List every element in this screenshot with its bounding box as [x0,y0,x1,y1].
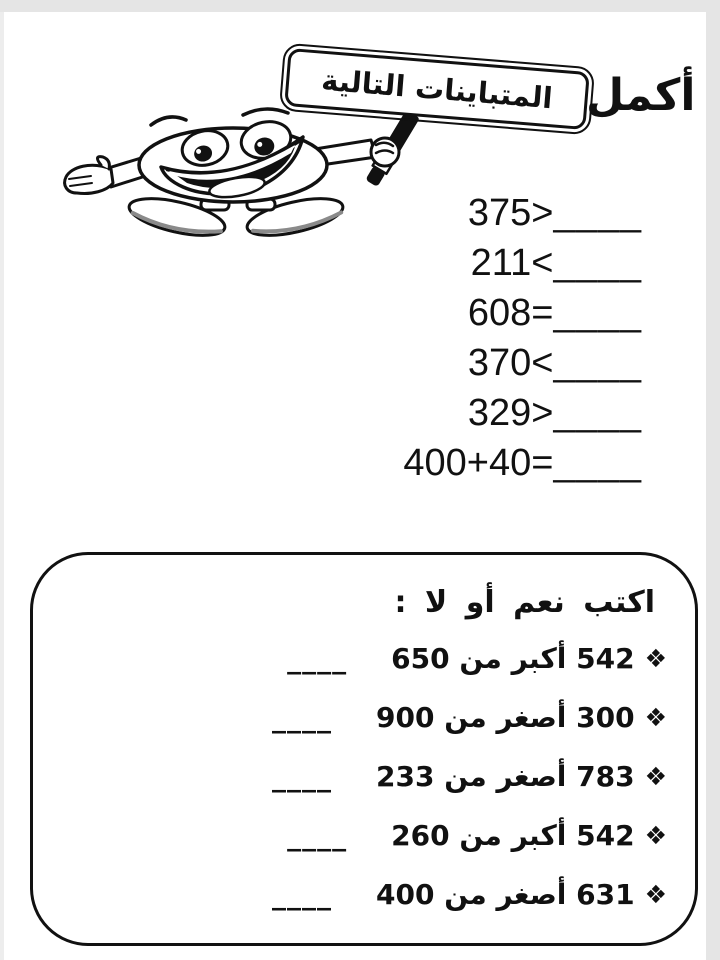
banner-title-text: المتباينات التالية [320,62,554,116]
scan-edge-left [0,12,4,960]
statement-text: 542 أكبر من 650 [391,642,635,675]
yes-no-row [33,701,667,734]
statement-text: 542 أكبر من 260 [391,819,635,852]
statement-text: 631 أصغر من 400 [376,878,635,911]
answer-blank[interactable]: ____ [553,342,642,384]
answer-blank[interactable]: ____ [272,760,333,793]
expression: 608= [467,292,554,334]
diamond-bullet-icon: ❖ [644,821,667,850]
smiley-character-holding-marker-icon [55,103,425,248]
inequality-line [403,388,642,438]
yes-no-section-box [30,552,698,946]
inequalities-list [403,188,642,488]
diamond-bullet-icon: ❖ [644,762,667,791]
diamond-bullet-icon: ❖ [644,880,667,909]
answer-blank[interactable]: ____ [553,242,642,284]
diamond-bullet-icon: ❖ [644,703,667,732]
expression: 370< [467,342,554,384]
title-lead-word: أكمل [586,70,696,121]
expression: 400+40= [403,442,554,484]
yes-no-row [33,878,667,911]
yes-no-rows [33,642,695,911]
scan-edge-top [0,0,720,12]
answer-blank[interactable]: ____ [272,701,333,734]
inequality-line [403,288,642,338]
answer-blank[interactable]: ____ [287,819,348,852]
answer-blank[interactable]: ____ [553,192,642,234]
diamond-bullet-icon: ❖ [644,644,667,673]
inequality-line [403,438,642,488]
statement-text: 783 أصغر من 233 [376,760,635,793]
inequality-line [403,188,642,238]
scan-edge-right [706,0,720,960]
statement-text: 300 أصغر من 900 [376,701,635,734]
answer-blank[interactable]: ____ [287,642,348,675]
expression: 211< [470,242,554,284]
answer-blank[interactable]: ____ [272,878,333,911]
yes-no-row [33,819,667,852]
expression: 329> [467,392,554,434]
answer-blank[interactable]: ____ [553,292,642,334]
yes-no-header: اكتب نعم أو لا : [394,585,655,620]
yes-no-row [33,642,667,675]
expression: 375> [467,192,554,234]
answer-blank[interactable]: ____ [553,442,642,484]
answer-blank[interactable]: ____ [553,392,642,434]
inequality-line [403,238,642,288]
yes-no-row [33,760,667,793]
inequality-line [403,338,642,388]
